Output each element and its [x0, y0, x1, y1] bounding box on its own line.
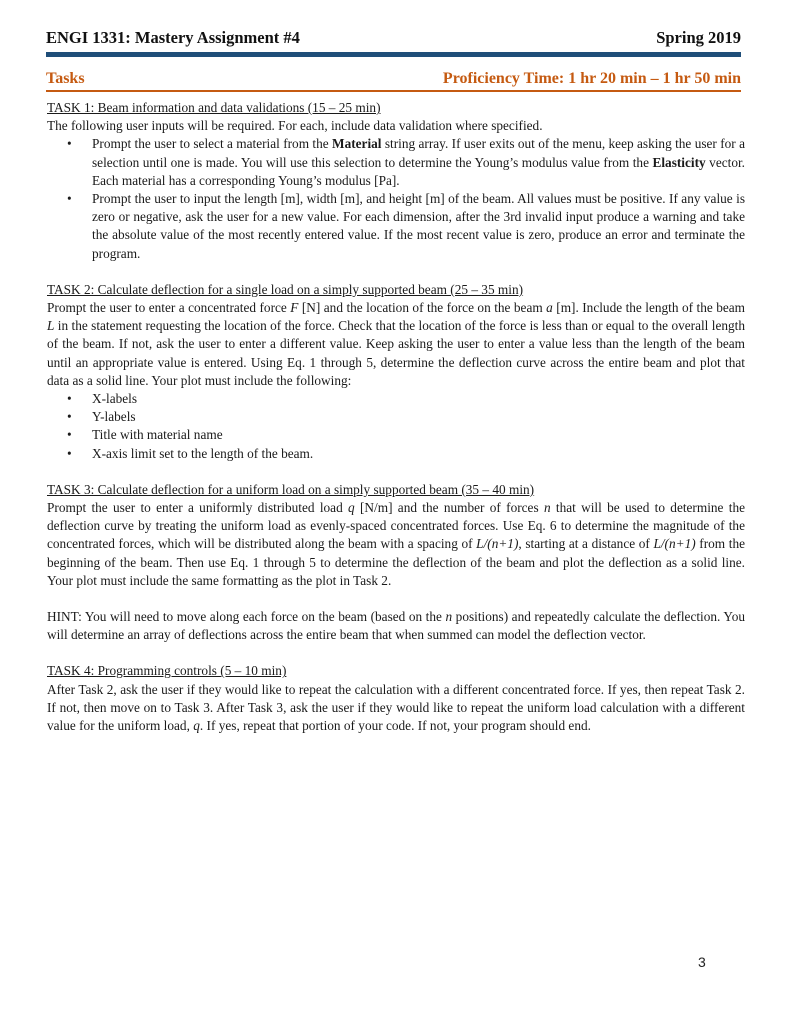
tasks-rule	[46, 90, 741, 92]
material-array-name: Material	[332, 136, 382, 152]
content-body	[47, 99, 745, 735]
task1-bullets	[47, 135, 745, 262]
list-item: • X-axis limit set to the length of the beam.	[92, 445, 745, 463]
proficiency-time: Proficiency Time: 1 hr 20 min – 1 hr 50 min	[442, 70, 741, 87]
task4-paragraph: After Task 2, ask the user if they would like to repeat the calculation with a different concentrated force. If yes, then repeat Task 2. If not, then move on to Task 3. After Task 3, ask the user if they would like to repeat the uniform load calculation with a different value for the uniform load, q. If yes, repeat that portion of your code. If not, your program should end.	[47, 681, 745, 734]
tasks-label: Tasks	[46, 70, 85, 87]
task3-paragraph: Prompt the user to enter a uniformly distributed load q [N/m] and the number of forces n that will be used to determine the deflection curve by treating the uniform load as evenly-spaced concentrated forces. Use Eq. 6 to determine the magnitude of the concentrated forces, which will be distributed along the beam with a spacing of L/(n+1), starting at a distance of L/(n+1) from the beginning of the beam. Then use Eq. 1 through 5 to determine the deflection of the beam and plot the deflection as a solid line. Your plot must include the same formatting as the plot in Task 2.	[47, 500, 745, 588]
task2-paragraph: Prompt the user to enter a concentrated force F [N] and the location of the force on the beam a [m]. Include the length of the beam L in the statement requesting the location of the force. Check that the location of the force is less than or equal to the overall length of the beam. If not, ask the user to enter a different value. Keep asking the user to enter a value less than the length of the beam until an appropriate value is entered. Using Eq. 1 through 5, determine the deflection curve across the entire beam and plot that data as a solid line. Your plot must include the following:	[47, 300, 746, 388]
elasticity-vector-name: Elasticity	[652, 154, 706, 170]
header-rule	[46, 52, 741, 57]
course-title: ENGI 1331: Mastery Assignment #4	[46, 28, 300, 47]
task2-title: TASK 2: Calculate deflection for a single load on a simply supported beam (25 – 35 min)	[47, 281, 524, 297]
task1-bullet-dimensions: • Prompt the user to input the length [m], width [m], and height [m] of the beam. All values must be positive. If any value is zero or negative, ask the user for a new value. For each dimension, after the 3rd invalid input produce a warning and take the absolute value of the most recently entered value. If the most recent value is zero, produce an error and terminate the program.	[92, 190, 745, 263]
task1-intro: The following user inputs will be required. For each, include data validation where specified.	[47, 118, 543, 134]
task1-bullet-material: • Prompt the user to select a material from the Material string array. If user exits out of the menu, keep asking the user for a selection until one is made. You will use this selection to determine the Young’s modulus value from the Elasticity vector. Each material has a corresponding Young’s modulus [Pa].	[92, 135, 745, 190]
task2-plot-requirements	[47, 390, 745, 463]
hint-paragraph: HINT: You will need to move along each force on the beam (based on the n positions) and repeatedly calculate the deflection. You will determine an array of deflections across the entire beam that when summed can model the deflection vector.	[47, 609, 745, 643]
task4-title: TASK 4: Programming controls (5 – 10 min)	[47, 663, 287, 679]
list-item: • X-labels	[92, 390, 745, 408]
task3-title: TASK 3: Calculate deflection for a uniform load on a simply supported beam (35 – 40 min)	[47, 481, 535, 497]
list-item: • Y-labels	[92, 408, 745, 426]
page-header	[46, 28, 741, 50]
page-number: 3	[698, 954, 706, 970]
tasks-header	[46, 70, 741, 90]
task1-title: TASK 1: Beam information and data validations (15 – 25 min)	[47, 100, 381, 115]
term-label: Spring 2019	[656, 28, 741, 47]
list-item: • Title with material name	[92, 426, 745, 444]
